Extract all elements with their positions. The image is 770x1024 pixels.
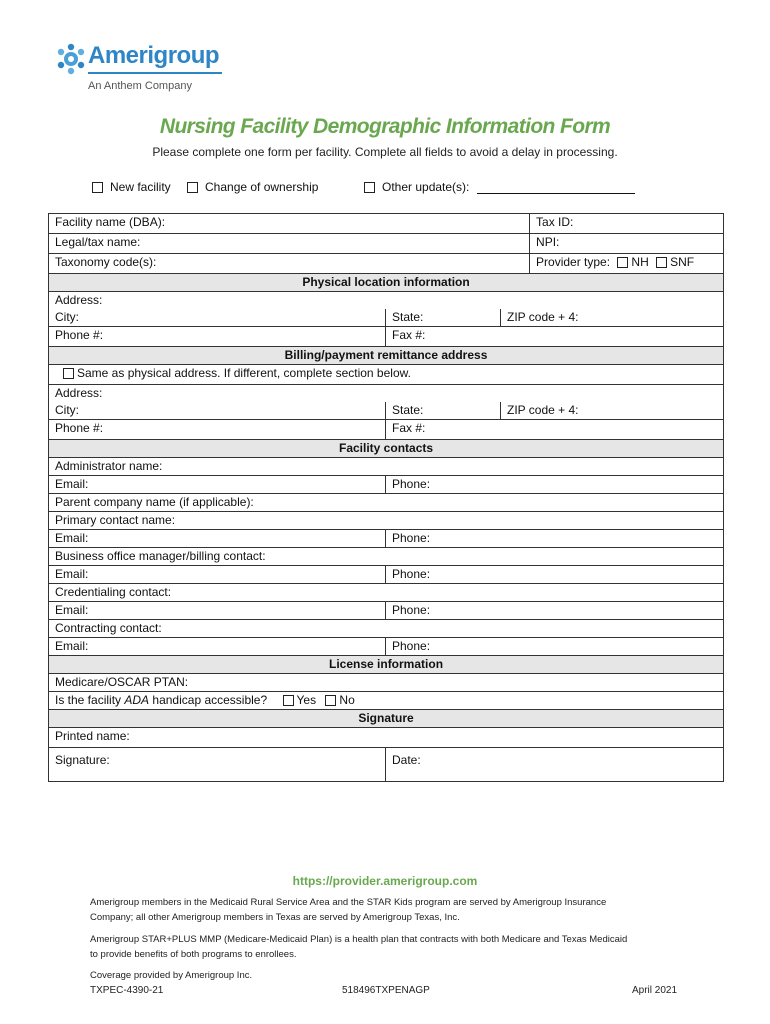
npi-field[interactable]: NPI:: [530, 234, 724, 254]
logo-wordmark: Amerigroup: [88, 42, 220, 69]
change-of-ownership-label: Change of ownership: [205, 180, 319, 194]
medicare-ptan-field[interactable]: Medicare/OSCAR PTAN:: [49, 674, 724, 692]
change-of-ownership-checkbox[interactable]: [187, 182, 198, 193]
form-row: [49, 365, 724, 385]
form-row: [49, 638, 724, 656]
form-row: [49, 214, 724, 234]
billing-fax-field[interactable]: Fax #:: [386, 420, 724, 440]
snf-checkbox[interactable]: [656, 257, 667, 268]
administrator-name-field[interactable]: Administrator name:: [49, 458, 724, 476]
administrator-email-field[interactable]: Email:: [49, 476, 386, 494]
signature-header: Signature: [49, 710, 724, 728]
facility-contacts-header: Facility contacts: [49, 440, 724, 458]
form-row: [49, 566, 724, 584]
ada-question-em: ADA: [124, 693, 150, 707]
provider-type-field: [530, 254, 724, 274]
logo-mark-icon: [56, 42, 86, 76]
form-title: Nursing Facility Demographic Information Form: [159, 115, 611, 138]
credentialing-contact-field[interactable]: Credentialing contact:: [49, 584, 724, 602]
form-row: [49, 674, 724, 692]
form-row: [49, 234, 724, 254]
billing-phone-field[interactable]: Phone #:: [49, 420, 386, 440]
legal-name-field[interactable]: Legal/tax name:: [49, 234, 530, 254]
physical-location-header: Physical location information: [49, 274, 724, 292]
billing-zip-field[interactable]: ZIP code + 4:: [501, 402, 724, 420]
physical-address-field[interactable]: Address:: [49, 292, 724, 310]
same-as-physical-label: Same as physical address. If different, complete section below.: [77, 366, 411, 380]
new-facility-option[interactable]: [92, 180, 171, 194]
form-row: [49, 402, 724, 420]
primary-email-field[interactable]: Email:: [49, 530, 386, 548]
other-updates-option[interactable]: [364, 180, 635, 194]
section-header-row: [49, 710, 724, 728]
same-as-physical-option[interactable]: [49, 365, 724, 385]
ada-yes-checkbox[interactable]: [283, 695, 294, 706]
physical-fax-field[interactable]: Fax #:: [386, 327, 724, 347]
ada-question-pre: Is the facility: [55, 693, 122, 707]
form-row: [49, 512, 724, 530]
license-header: License information: [49, 656, 724, 674]
same-as-physical-checkbox[interactable]: [63, 368, 74, 379]
disclaimer-1-line-2: Company; all other Amerigroup members in Texas are served by Amerigroup Texas, Inc.: [90, 912, 460, 923]
credentialing-phone-field[interactable]: Phone:: [386, 602, 724, 620]
other-updates-blank[interactable]: [477, 181, 635, 194]
facility-form-table: [48, 213, 724, 782]
nh-checkbox[interactable]: [617, 257, 628, 268]
physical-zip-field[interactable]: ZIP code + 4:: [501, 309, 724, 327]
form-code: TXPEC-4390-21: [90, 985, 164, 996]
footer-disclaimer-2: [90, 932, 690, 962]
section-header-row: [49, 347, 724, 365]
tax-id-field[interactable]: Tax ID:: [530, 214, 724, 234]
ada-question-post: handicap accessible?: [152, 693, 268, 707]
coverage-note: Coverage provided by Amerigroup Inc.: [90, 970, 253, 981]
form-row: [49, 254, 724, 274]
form-row: [49, 385, 724, 403]
physical-city-field[interactable]: City:: [49, 309, 386, 327]
form-row: [49, 548, 724, 566]
date-field[interactable]: Date:: [386, 748, 724, 782]
ada-question: [49, 692, 724, 710]
section-header-row: [49, 440, 724, 458]
credentialing-email-field[interactable]: Email:: [49, 602, 386, 620]
form-row: [49, 292, 724, 310]
facility-name-field[interactable]: Facility name (DBA):: [49, 214, 530, 234]
business-email-field[interactable]: Email:: [49, 566, 386, 584]
business-phone-field[interactable]: Phone:: [386, 566, 724, 584]
logo-underline: [88, 72, 222, 74]
form-instructions: Please complete one form per facility. Complete all fields to avoid a delay in processing.: [152, 145, 618, 159]
document-code: 518496TXPENAGP: [342, 985, 430, 996]
form-row: [49, 458, 724, 476]
printed-name-field[interactable]: Printed name:: [49, 728, 724, 748]
form-row: [49, 309, 724, 327]
form-row: [49, 748, 724, 782]
disclaimer-1-line-1: Amerigroup members in the Medicaid Rural Service Area and the STAR Kids program are served by Amerigroup Insurance: [90, 897, 607, 908]
administrator-phone-field[interactable]: Phone:: [386, 476, 724, 494]
form-row: [49, 728, 724, 748]
billing-address-field[interactable]: Address:: [49, 385, 724, 403]
new-facility-label: New facility: [110, 180, 171, 194]
primary-phone-field[interactable]: Phone:: [386, 530, 724, 548]
physical-state-field[interactable]: State:: [386, 309, 501, 327]
section-header-row: [49, 656, 724, 674]
form-row: [49, 327, 724, 347]
provider-url-link[interactable]: https://provider.amerigroup.com: [292, 874, 478, 888]
form-row: [49, 530, 724, 548]
nh-label: NH: [631, 255, 649, 269]
snf-label: SNF: [670, 255, 695, 269]
form-row: [49, 602, 724, 620]
physical-phone-field[interactable]: Phone #:: [49, 327, 386, 347]
billing-state-field[interactable]: State:: [386, 402, 501, 420]
other-updates-checkbox[interactable]: [364, 182, 375, 193]
ada-yes-label: Yes: [296, 693, 317, 707]
contracting-phone-field[interactable]: Phone:: [386, 638, 724, 656]
amerigroup-logo: [56, 40, 236, 96]
signature-field[interactable]: Signature:: [49, 748, 386, 782]
revision-date: April 2021: [632, 985, 678, 996]
contracting-contact-field[interactable]: Contracting contact:: [49, 620, 724, 638]
change-of-ownership-option[interactable]: [187, 180, 318, 194]
business-office-field[interactable]: Business office manager/billing contact:: [49, 548, 724, 566]
form-row: [49, 584, 724, 602]
form-row: [49, 620, 724, 638]
form-row: [49, 476, 724, 494]
contracting-email-field[interactable]: Email:: [49, 638, 386, 656]
logo-tagline: An Anthem Company: [88, 80, 192, 92]
form-row: [49, 420, 724, 440]
billing-city-field[interactable]: City:: [49, 402, 386, 420]
new-facility-checkbox[interactable]: [92, 182, 103, 193]
ada-no-label: No: [339, 693, 355, 707]
ada-no-checkbox[interactable]: [325, 695, 336, 706]
disclaimer-2-line-2: to provide benefits of both programs to enrollees.: [90, 949, 297, 960]
section-header-row: [49, 274, 724, 292]
taxonomy-field[interactable]: Taxonomy code(s):: [49, 254, 530, 274]
disclaimer-2-line-1: Amerigroup STAR+PLUS MMP (Medicare-Medicaid Plan) is a health plan that contracts with both Medicare and Texas Medicaid: [90, 934, 628, 945]
parent-company-field[interactable]: Parent company name (if applicable):: [49, 494, 724, 512]
billing-header: Billing/payment remittance address: [49, 347, 724, 365]
form-row: [49, 494, 724, 512]
provider-type-label: Provider type:: [536, 255, 611, 269]
other-updates-label: Other update(s):: [382, 180, 470, 194]
form-row: [49, 692, 724, 710]
footer-disclaimer-1: [90, 895, 690, 925]
primary-contact-field[interactable]: Primary contact name:: [49, 512, 724, 530]
